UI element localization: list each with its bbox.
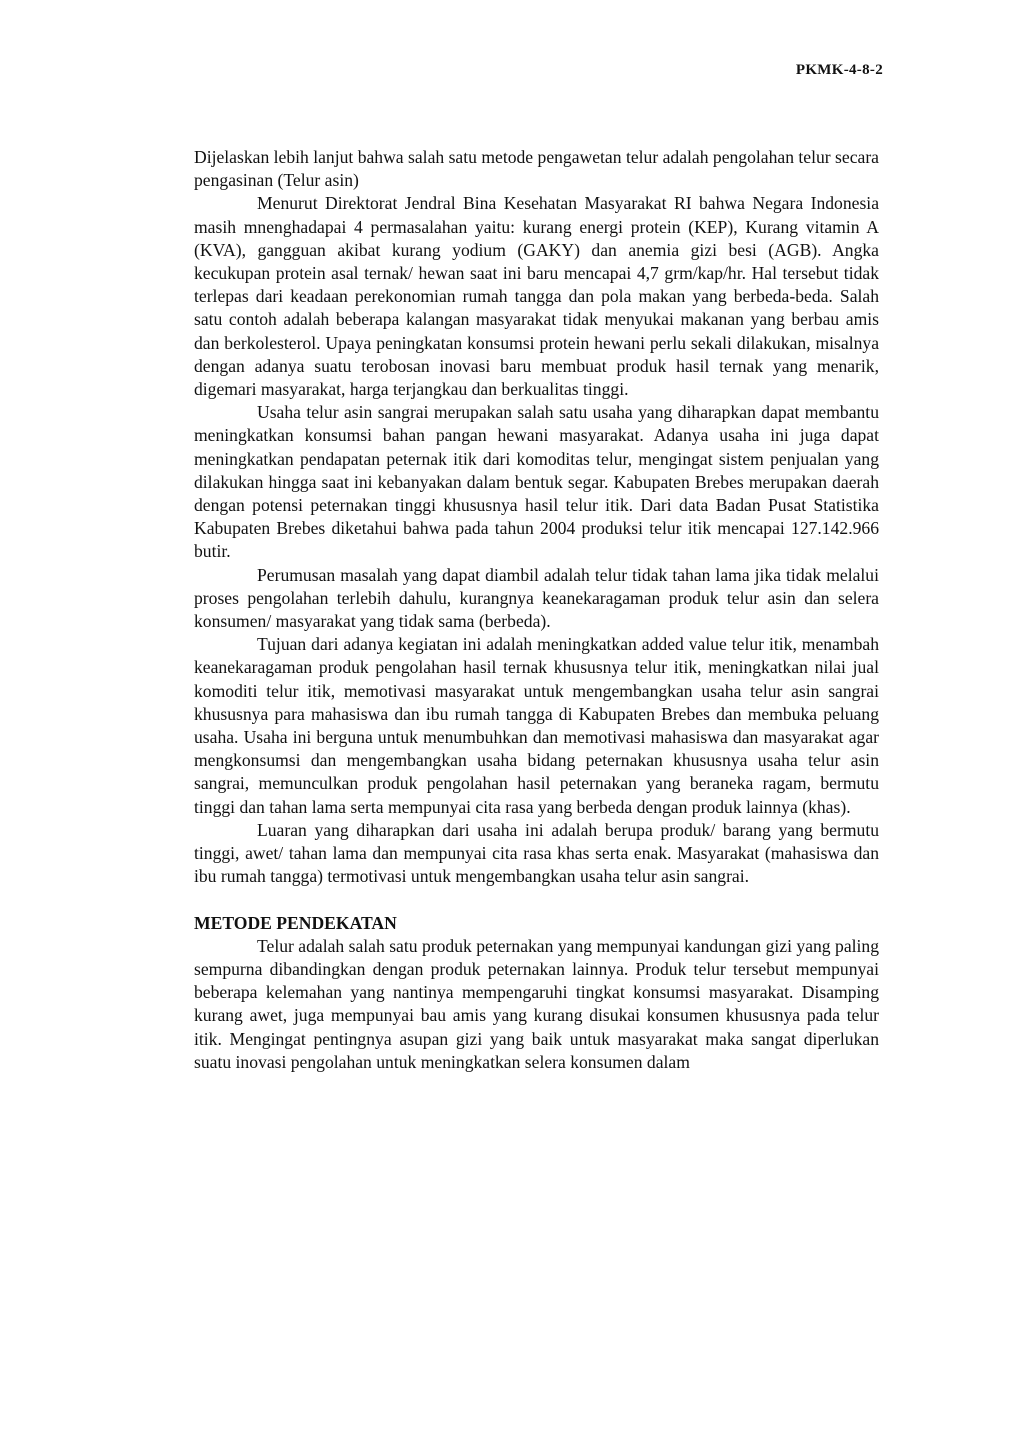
document-body	[194, 146, 879, 1074]
paragraph-intro: Dijelaskan lebih lanjut bahwa salah satu metode pengawetan telur adalah pengolahan telur secara pengasinan (Telur asin)	[194, 147, 879, 191]
paragraph-expected-output: Luaran yang diharapkan dari usaha ini adalah berupa produk/ barang yang bermutu tinggi, awet/ tahan lama dan mempunyai cita rasa khas serta enak. Masyarakat (mahasiswa dan ibu rumah tangga) termotivasi untuk mengembangkan usaha telur asin sangrai.	[194, 819, 879, 887]
paragraph-business-potential: Usaha telur asin sangrai merupakan salah satu usaha yang diharapkan dapat membantu meningkatkan konsumsi bahan pangan hewani masyarakat. Adanya usaha ini juga dapat meningkatkan pendapatan peternak itik dari komoditas telur, mengingat sistem penjualan yang dilakukan hingga saat ini kebanyakan dalam bentuk segar. Kabupaten Brebes merupakan daerah dengan potensi peternakan tinggi khususnya hasil telur itik. Dari data Badan Pusat Statistika Kabupaten Brebes diketahui bahwa pada tahun 2004 produksi telur itik mencapai 127.142.966 butir.	[194, 402, 879, 562]
paragraph-method: Telur adalah salah satu produk peternakan yang mempunyai kandungan gizi yang paling sempurna dibandingkan dengan produk peternakan lainnya. Produk telur tersebut mempunyai beberapa kelemahan yang nantinya mempengaruhi tingkat konsumsi masyarakat. Disamping kurang awet, juga mempunyai bau amis yang kurang disukai konsumen khususnya pada telur itik. Mengingat pentingnya asupan gizi yang baik untuk masyarakat maka sangat diperlukan suatu inovasi pengolahan untuk meningkatkan selera konsumen dalam	[194, 935, 879, 1072]
paragraph-nutrition-problems: Menurut Direktorat Jendral Bina Kesehatan Masyarakat RI bahwa Negara Indonesia masih mnenghadapai 4 permasalahan yaitu: kurang energi protein (KEP), Kurang vitamin A (KVA), gangguan akibat kurang yodium (GAKY) dan anemia gizi besi (AGB). Angka kecukupan protein asal ternak/ hewan saat ini baru mencapai 4,7 grm/kap/hr. Hal tersebut tidak terlepas dari keadaan perekonomian rumah tangga dan pola makan yang berbeda-beda. Salah satu contoh adalah beberapa kalangan masyarakat tidak menyukai makanan yang berbau amis dan berkolesterol. Upaya peningkatan konsumsi protein hewani perlu sekali dilakukan, misalnya dengan adanya suatu terobosan inovasi baru membuat produk hasil ternak yang menarik, digemari masyarakat, harga terjangkau dan berkualitas tinggi.	[194, 193, 879, 400]
section-heading: METODE PENDEKATAN	[194, 912, 397, 933]
paragraph-objectives: Tujuan dari adanya kegiatan ini adalah meningkatkan added value telur itik, menambah keanekaragaman produk pengolahan hasil ternak khususnya telur itik, meningkatkan nilai jual komoditi telur itik, memotivasi masyarakat untuk mengembangkan usaha telur asin sangrai khususnya para mahasiswa dan ibu rumah tangga di Kabupaten Brebes dan membuka peluang usaha. Usaha ini berguna untuk menumbuhkan dan memotivasi mahasiswa dan masyarakat agar mengkonsumsi dan mengembangkan usaha bidang peternakan khususnya usaha telur asin sangrai, memunculkan produk pengolahan hasil peternakan yang beraneka ragam, bermutu tinggi dan tahan lama serta mempunyai cita rasa yang berbeda dengan produk lainnya (khas).	[194, 634, 879, 817]
paragraph-problem-statement: Perumusan masalah yang dapat diambil adalah telur tidak tahan lama jika tidak melalui proses pengolahan terlebih dahulu, kurangnya keanekaragaman produk telur asin dan selera konsumen/ masyarakat yang tidak sama (berbeda).	[194, 564, 879, 632]
page-header-code: PKMK-4-8-2	[795, 62, 883, 78]
